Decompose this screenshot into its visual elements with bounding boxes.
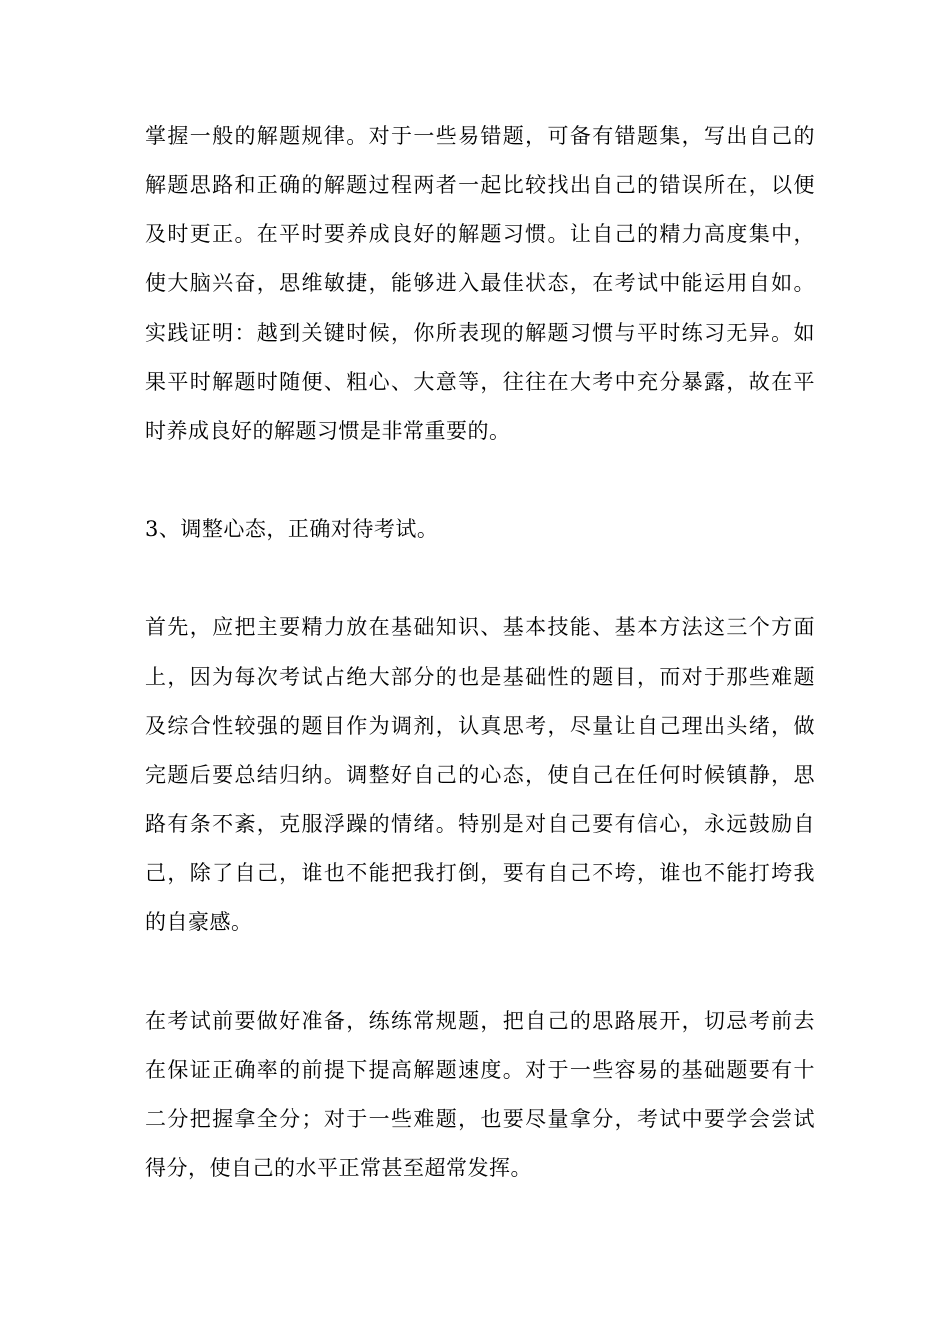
text-line: 时养成良好的解题习惯是非常重要的。 — [145, 419, 511, 443]
text-line: 在考试前要做好准备，练练常规题，把自己的思路展开，切忌考前去 — [145, 1009, 815, 1033]
text-line: 3、调整心态，正确对待考试。 — [145, 517, 439, 541]
text-line: 实践证明：越到关键时候，你所表现的解题习惯与平时练习无异。如 — [145, 321, 815, 345]
text-line: 及时更正。在平时要养成良好的解题习惯。让自己的精力高度集中， — [145, 222, 815, 246]
text-line: 使大脑兴奋，思维敏捷，能够进入最佳状态，在考试中能运用自如。 — [145, 271, 815, 295]
text-line: 及综合性较强的题目作为调剂，认真思考，尽量让自己理出头绪，做 — [145, 714, 815, 738]
text-line: 路有条不紊，克服浮躁的情绪。特别是对自己要有信心，永远鼓励自 — [145, 812, 815, 836]
text-line: 二分把握拿全分；对于一些难题，也要尽量拿分，考试中要学会尝试 — [145, 1107, 815, 1131]
text-line: 掌握一般的解题规律。对于一些易错题，可备有错题集，写出自己的 — [145, 124, 815, 148]
text-line: 解题思路和正确的解题过程两者一起比较找出自己的错误所在，以便 — [145, 173, 815, 197]
text-line: 得分，使自己的水平正常甚至超常发挥。 — [145, 1156, 532, 1180]
text-line: 己，除了自己，谁也不能把我打倒，要有自己不垮，谁也不能打垮我 — [145, 861, 815, 885]
text-line: 上，因为每次考试占绝大部分的也是基础性的题目，而对于那些难题 — [145, 665, 815, 689]
text-line: 完题后要总结归纳。调整好自己的心态，使自己在任何时候镇静，思 — [145, 763, 815, 787]
text-line: 的自豪感。 — [145, 910, 253, 934]
text-line: 首先，应把主要精力放在基础知识、基本技能、基本方法这三个方面 — [145, 615, 815, 639]
text-line: 在保证正确率的前提下提高解题速度。对于一些容易的基础题要有十 — [145, 1058, 815, 1082]
text-line: 果平时解题时随便、粗心、大意等，往往在大考中充分暴露，故在平 — [145, 370, 815, 394]
